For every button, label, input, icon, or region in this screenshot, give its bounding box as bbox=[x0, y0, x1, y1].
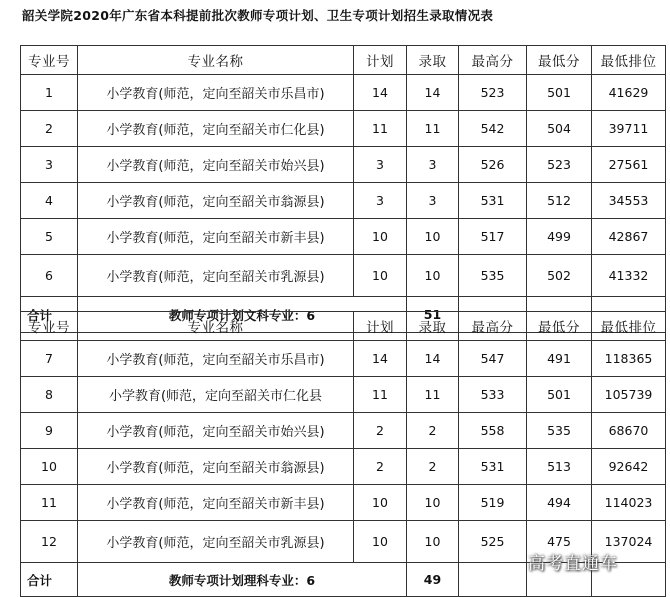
cell-max-score: 547 bbox=[459, 341, 527, 377]
cell-major-name: 小学教育(师范，定向至韶关市乳源县) bbox=[78, 521, 354, 563]
table-row bbox=[21, 219, 666, 255]
col-header-min-rank: 最低排位 bbox=[592, 312, 666, 341]
cell-max-score: 526 bbox=[459, 147, 527, 183]
col-header-major-no: 专业号 bbox=[21, 46, 78, 75]
cell-min-score: 523 bbox=[527, 147, 592, 183]
cell-max-score: 542 bbox=[459, 111, 527, 147]
cell-max-score: 533 bbox=[459, 377, 527, 413]
cell-admitted: 2 bbox=[407, 449, 459, 485]
table-row bbox=[21, 377, 666, 413]
col-header-plan: 计划 bbox=[354, 46, 407, 75]
header-row bbox=[21, 46, 666, 75]
table-row bbox=[21, 485, 666, 521]
total-admitted: 49 bbox=[407, 563, 459, 597]
table-row bbox=[21, 449, 666, 485]
cell-admitted: 10 bbox=[407, 255, 459, 297]
cell-min-score: 491 bbox=[527, 341, 592, 377]
col-header-plan: 计划 bbox=[354, 312, 407, 341]
cell-min-rank: 92642 bbox=[592, 449, 666, 485]
cell-major-no: 8 bbox=[21, 377, 78, 413]
cell-plan: 3 bbox=[354, 183, 407, 219]
cell-plan: 10 bbox=[354, 255, 407, 297]
col-header-major-name: 专业名称 bbox=[78, 312, 354, 341]
cell-admitted: 11 bbox=[407, 377, 459, 413]
cell-major-no: 7 bbox=[21, 341, 78, 377]
cell-plan: 3 bbox=[354, 147, 407, 183]
cell-max-score: 523 bbox=[459, 75, 527, 111]
cell-min-score: 513 bbox=[527, 449, 592, 485]
cell-admitted: 3 bbox=[407, 147, 459, 183]
cell-plan: 10 bbox=[354, 219, 407, 255]
table-row bbox=[21, 255, 666, 297]
cell-major-name: 小学教育(师范，定向至韶关市乳源县) bbox=[78, 255, 354, 297]
cell-min-rank: 42867 bbox=[592, 219, 666, 255]
watermark-text: 高考直通车 bbox=[528, 554, 618, 574]
cell-major-no: 1 bbox=[21, 75, 78, 111]
cell-min-score: 504 bbox=[527, 111, 592, 147]
cell-max-score: 531 bbox=[459, 183, 527, 219]
cell-admitted: 10 bbox=[407, 521, 459, 563]
cell-min-score: 494 bbox=[527, 485, 592, 521]
cell-major-no: 12 bbox=[21, 521, 78, 563]
cell-major-no: 11 bbox=[21, 485, 78, 521]
cell-plan: 14 bbox=[354, 75, 407, 111]
cell-admitted: 3 bbox=[407, 183, 459, 219]
col-header-admitted: 录取 bbox=[407, 312, 459, 341]
cell-admitted: 14 bbox=[407, 341, 459, 377]
cell-plan: 11 bbox=[354, 111, 407, 147]
cell-min-score: 512 bbox=[527, 183, 592, 219]
admission-table-liberal-arts bbox=[20, 45, 666, 333]
table-row bbox=[21, 341, 666, 377]
cell-max-score: 558 bbox=[459, 413, 527, 449]
table-row bbox=[21, 75, 666, 111]
cell-major-no: 3 bbox=[21, 147, 78, 183]
cell-plan: 10 bbox=[354, 485, 407, 521]
cell-min-rank: 68670 bbox=[592, 413, 666, 449]
table-row bbox=[21, 413, 666, 449]
cell-min-score: 502 bbox=[527, 255, 592, 297]
cell-min-rank: 27561 bbox=[592, 147, 666, 183]
cell-major-no: 9 bbox=[21, 413, 78, 449]
cell-major-no: 10 bbox=[21, 449, 78, 485]
cell-major-name: 小学教育(师范，定向至韶关市翁源县) bbox=[78, 183, 354, 219]
cell-min-rank: 114023 bbox=[592, 485, 666, 521]
cell-min-score: 501 bbox=[527, 377, 592, 413]
cell-admitted: 2 bbox=[407, 413, 459, 449]
cell-max-score: 531 bbox=[459, 449, 527, 485]
cell-min-rank: 41629 bbox=[592, 75, 666, 111]
cell-major-name: 小学教育(师范，定向至韶关市始兴县) bbox=[78, 147, 354, 183]
cell-major-name: 小学教育(师范，定向至韶关市新丰县) bbox=[78, 485, 354, 521]
total-description: 教师专项计划文科专业：6 bbox=[78, 297, 407, 333]
cell-major-name: 小学教育(师范，定向至韶关市新丰县) bbox=[78, 219, 354, 255]
col-header-major-no: 专业号 bbox=[21, 312, 78, 341]
total-label: 合计 bbox=[21, 563, 78, 597]
table-row bbox=[21, 147, 666, 183]
col-header-min-score: 最低分 bbox=[527, 312, 592, 341]
cell-major-name: 小学教育(师范，定向至韶关市乐昌市) bbox=[78, 75, 354, 111]
cell-plan: 11 bbox=[354, 377, 407, 413]
cell-major-name: 小学教育(师范，定向至韶关市乐昌市) bbox=[78, 341, 354, 377]
cell-major-name: 小学教育(师范，定向至韶关市仁化县) bbox=[78, 111, 354, 147]
cell-major-no: 2 bbox=[21, 111, 78, 147]
col-header-major-name: 专业名称 bbox=[78, 46, 354, 75]
cell-admitted: 10 bbox=[407, 485, 459, 521]
cell-major-no: 4 bbox=[21, 183, 78, 219]
document-title: 韶关学院2020年广东省本科提前批次教师专项计划、卫生专项计划招生录取情况表 bbox=[22, 8, 494, 23]
col-header-min-rank: 最低排位 bbox=[592, 46, 666, 75]
cell-min-rank: 39711 bbox=[592, 111, 666, 147]
cell-min-rank: 105739 bbox=[592, 377, 666, 413]
cell-min-score: 499 bbox=[527, 219, 592, 255]
cell-min-rank: 34553 bbox=[592, 183, 666, 219]
cell-major-name: 小学教育(师范，定向至韶关市翁源县) bbox=[78, 449, 354, 485]
cell-admitted: 10 bbox=[407, 219, 459, 255]
cell-min-score: 475 bbox=[527, 521, 592, 563]
cell-min-rank: 41332 bbox=[592, 255, 666, 297]
cell-major-no: 5 bbox=[21, 219, 78, 255]
cell-major-name: 小学教育(师范，定向至韶关市始兴县) bbox=[78, 413, 354, 449]
col-header-admitted: 录取 bbox=[407, 46, 459, 75]
cell-plan: 14 bbox=[354, 341, 407, 377]
header-row bbox=[21, 312, 666, 341]
cell-plan: 10 bbox=[354, 521, 407, 563]
cell-max-score: 535 bbox=[459, 255, 527, 297]
total-label: 合计 bbox=[21, 297, 78, 333]
total-description: 教师专项计划理科专业：6 bbox=[78, 563, 407, 597]
cell-admitted: 14 bbox=[407, 75, 459, 111]
table-row bbox=[21, 111, 666, 147]
cell-min-rank: 118365 bbox=[592, 341, 666, 377]
table-row bbox=[21, 183, 666, 219]
cell-plan: 2 bbox=[354, 449, 407, 485]
cell-max-score: 525 bbox=[459, 521, 527, 563]
cell-admitted: 11 bbox=[407, 111, 459, 147]
total-empty-cell bbox=[459, 563, 527, 597]
cell-max-score: 519 bbox=[459, 485, 527, 521]
total-admitted: 51 bbox=[407, 297, 459, 333]
cell-max-score: 517 bbox=[459, 219, 527, 255]
col-header-min-score: 最低分 bbox=[527, 46, 592, 75]
cell-min-rank: 137024 bbox=[592, 521, 666, 563]
cell-major-no: 6 bbox=[21, 255, 78, 297]
cell-major-name: 小学教育(师范，定向至韶关市仁化县 bbox=[78, 377, 354, 413]
col-header-max-score: 最高分 bbox=[459, 46, 527, 75]
cell-min-score: 535 bbox=[527, 413, 592, 449]
cell-min-score: 501 bbox=[527, 75, 592, 111]
cell-plan: 2 bbox=[354, 413, 407, 449]
col-header-max-score: 最高分 bbox=[459, 312, 527, 341]
